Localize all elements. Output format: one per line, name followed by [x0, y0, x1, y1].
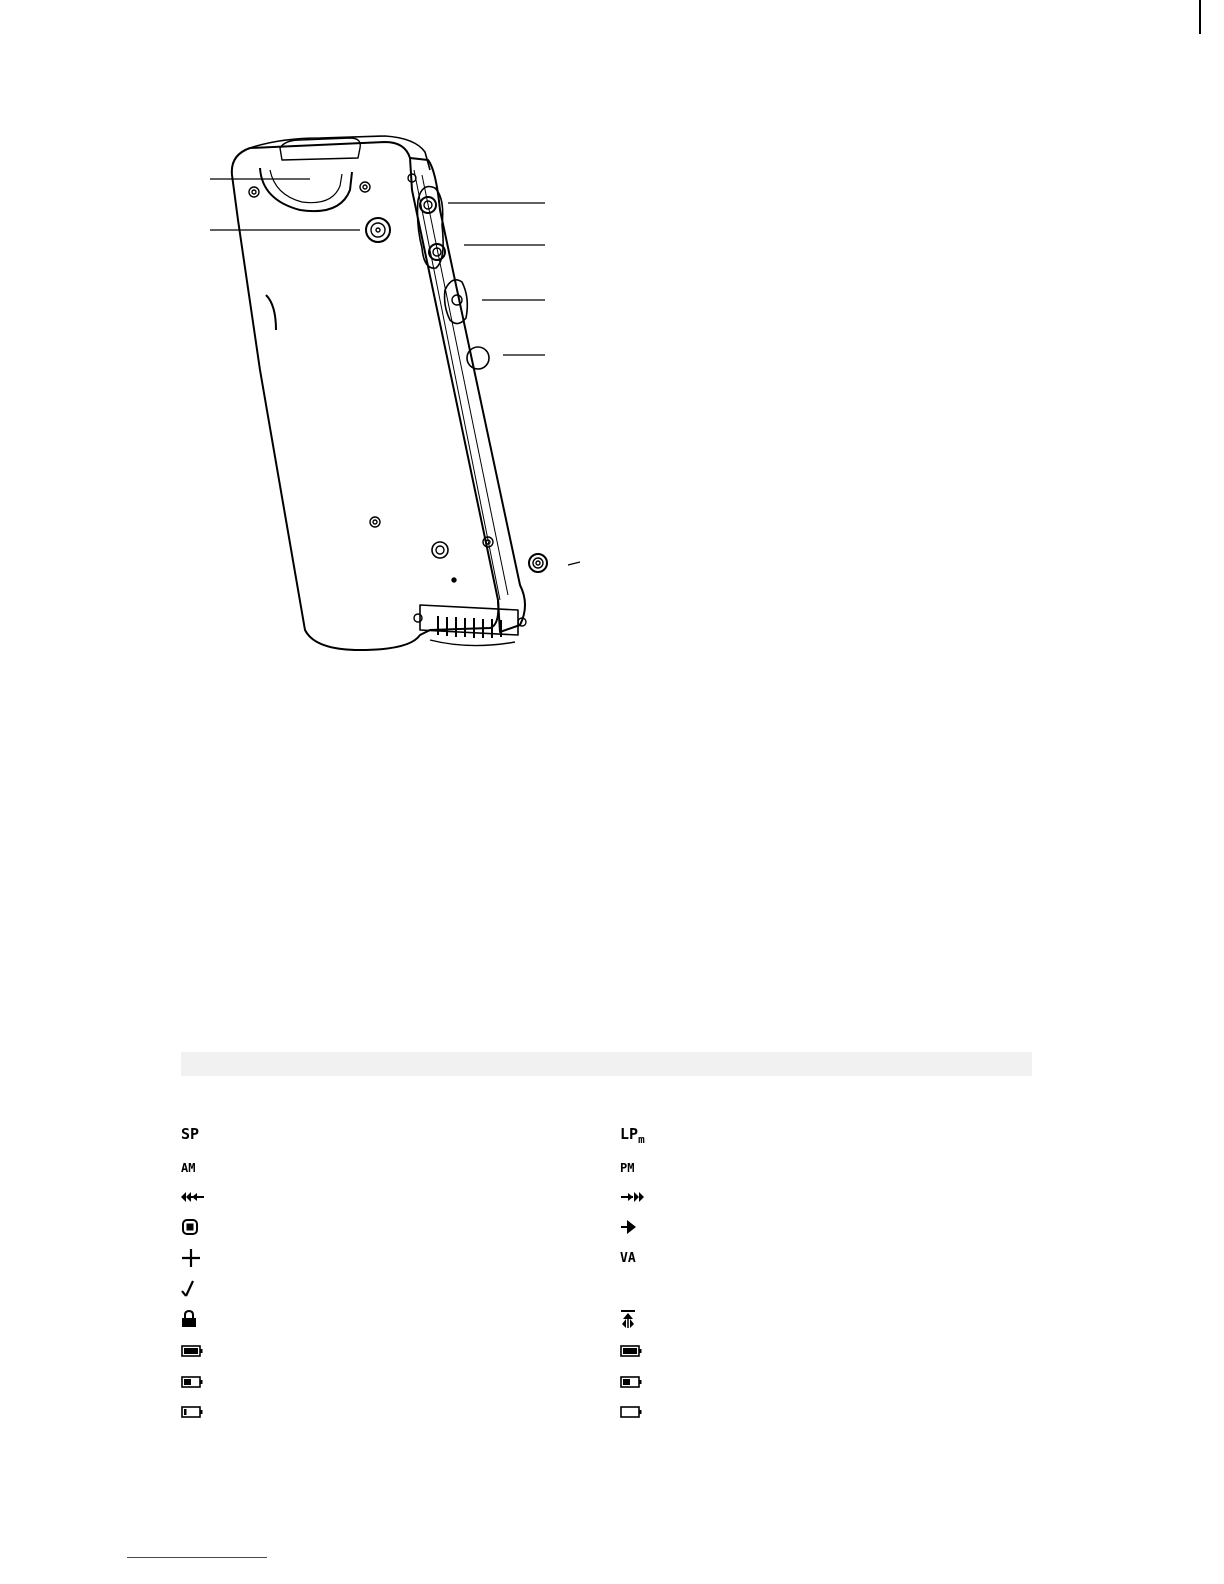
plus-icon — [181, 1246, 221, 1270]
pm-icon: PM — [620, 1161, 635, 1175]
am-icon: AM — [181, 1161, 196, 1175]
battery-half-icon — [181, 1370, 221, 1394]
table-row — [181, 1307, 1032, 1331]
table-row — [181, 1185, 1032, 1209]
table-row — [181, 1215, 1032, 1239]
battery-half-icon — [620, 1370, 660, 1394]
table-row — [181, 1246, 1032, 1270]
sp-icon: SP — [181, 1124, 200, 1143]
table-row — [181, 1400, 1032, 1424]
lpm-icon: LP m — [620, 1124, 645, 1146]
table-row — [181, 1277, 1032, 1301]
table-row — [181, 1339, 1032, 1363]
battery-full-icon — [181, 1339, 221, 1363]
top-margin-rule — [1199, 0, 1201, 34]
device-rear-view-figure — [200, 130, 590, 660]
battery-full-icon — [620, 1339, 660, 1363]
rewind-icon — [181, 1185, 221, 1209]
callout-line-7 — [568, 562, 580, 565]
fast-forward-icon — [620, 1185, 660, 1209]
battery-empty-icon — [620, 1400, 660, 1424]
play-icon — [620, 1215, 660, 1239]
table-row — [181, 1370, 1032, 1394]
stop-icon — [181, 1215, 221, 1239]
insert-icon — [620, 1307, 660, 1331]
battery-low-icon — [181, 1400, 221, 1424]
table-row — [181, 1122, 1032, 1146]
footer-link-underline[interactable] — [127, 1557, 267, 1558]
va-icon: VA — [620, 1250, 636, 1266]
table-header-band — [181, 1052, 1032, 1076]
table-row — [181, 1156, 1032, 1180]
check-icon — [181, 1277, 221, 1301]
lock-icon — [181, 1307, 221, 1331]
